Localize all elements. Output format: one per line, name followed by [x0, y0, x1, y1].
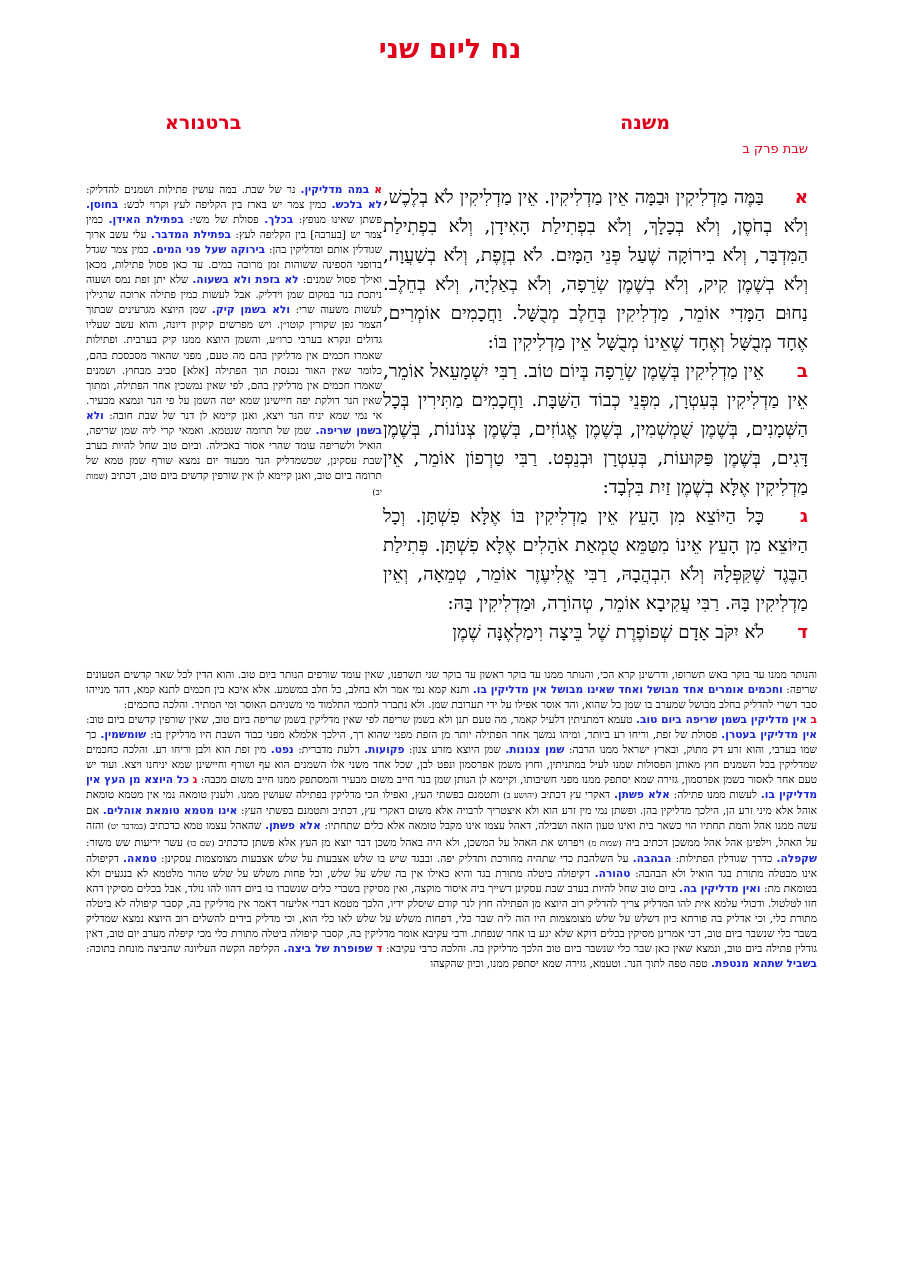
mishnah-paragraph	[383, 183, 808, 357]
commentary-text: שהאהל עצמו טמא כדכתיב	[146, 820, 266, 833]
dibur-hamatchil: ולא בשמן קיק.	[211, 304, 290, 317]
commentary-text: דלעת מדברית:	[293, 744, 365, 757]
dibur-hamatchil: בשביל שתהא מנטפת.	[710, 957, 817, 970]
dibur-hamatchil: פקועות.	[364, 744, 405, 757]
page-title: נח ליום שני	[378, 34, 522, 65]
mishnah-text: כָּל הַיּוֹצֵא מִן הָעֵץ אֵין מַדְלִיקִין בּוֹ אֶלָּא פִשְׁתָּן. וְכָל הַיּוֹצֵא מִן הָעֵץ אֵינוֹ מִטַּמֵּא טֻמְאַת אֹהָלִים אֶלָּא פִשְׁתָּן. פְּתִילַת הַבֶּגֶד שֶׁקִּפְּלָהּ וְלֹא הִבְהֲבָהּ, רַבִּי אֱלִיעֶזֶר אוֹמֵר, טְמֵאָה, וְאֵין מַדְלִיקִין בָּהּ. רַבִּי עֲקִיבָא אוֹמֵר, טְהוֹרָה, וּמַדְלִיקִין בָּהּ:	[383, 506, 808, 614]
verse-reference: (במדבר יט)	[107, 822, 147, 833]
dibur-hamatchil: ואין מדליקין בה.	[679, 882, 761, 895]
dibur-hamatchil: אין מדליקין בעטרן.	[721, 729, 817, 742]
commentary-text: עשר יריעות שש משזר:	[86, 836, 187, 849]
commentary-text: על השלהבת כדי שתהיה מחורכת ותדליק יפה. ובבגד שיש בו שלש אצבעות על שלש אצבעות מצומצמות עסקינן:	[156, 852, 633, 865]
mishnah-column	[383, 183, 808, 669]
commentary-text: והזה על האהל, וילפינן אהל אהל ממשכן דכתיב ביה	[86, 820, 817, 849]
mishnah-number: ב	[796, 361, 808, 382]
bartenura-paragraph	[86, 668, 817, 713]
mishnah-paragraph	[383, 502, 808, 618]
dibur-hamatchil: לא בזפת ולא בשעוה.	[192, 274, 299, 287]
commentary-text: דאקרי עץ דכתיב	[537, 789, 614, 802]
commentary-text: שמן היוצא מזרע צנון:	[404, 744, 506, 757]
mishnah-text: אֵין מַדְלִיקִין בְּשֶׁמֶן שְׂרֵפָה בְּיוֹם טוֹב. רַבִּי יִשְׁמָעֵאל אוֹמֵר, אֵין מַדְלִיקִין בְּעִטְרָן, מִפְּנֵי כְבוֹד הַשַּׁבָּת. וַחֲכָמִים מַתִּירִין בְּכָל הַשְּׁמָנִים, בְּשֶׁמֶן שֻׁמְשְׁמִין, בְּשֶׁמֶן אֱגוֹזִים, בְּשֶׁמֶן צְנוֹנוֹת, בְּשֶׁמֶן דָּגִים, בְּשֶׁמֶן פַּקּוּעוֹת, בְּעִטְרָן וּבְנֵפְט. רַבִּי טַרְפוֹן אוֹמֵר, אֵין מַדְלִיקִין אֶלָּא בְשֶׁמֶן זַיִת בִּלְבָד:	[383, 361, 808, 498]
commentary-text: פסולת של משי:	[183, 214, 265, 227]
dibur-hamatchil: שפופרת של ביצה.	[283, 942, 373, 955]
commentary-text: כדרך שגודלין הפתילות:	[671, 852, 777, 865]
mishnah-paragraph	[383, 357, 808, 502]
verse-reference: (שם כו)	[186, 838, 215, 849]
commentary-text: כמין צמר שגדל בדופני הספינה ששוהות זמן מרובה במים. עד כאן פסול פתילות, מכאן ואילך פסול שמנים:	[86, 244, 382, 287]
verse-reference: (שמות יב)	[86, 471, 382, 498]
dibur-hamatchil: אין מדליקין בשמן שריפה ביום טוב.	[636, 714, 808, 727]
dibur-hamatchil: כל היוצא מן העץ אין מדליקין בו.	[86, 774, 817, 802]
bartenura-heading: ברטנורא	[165, 112, 242, 134]
commentary-text: מין זפת הוא ולבן וריחו רע. והלכה כחכמים שמדליקין בכל השמנים חוץ מאותן הפסולות שמנו לעיל במתניתין, וחוץ משמן אפרסמון ונפט לבן, שכל אחד משני אלו השמנים הוא עף ושורף וחיישינן שמא יניחנו ויצא. ועוד יש טעם אחר לאסור בשמן אפרסמון, גזירה שמא יסתפק ממנו מפני חשיבותו, וקיימא לן הנותן שמן בנר חייב משום מבעיר והמסתפק ממנו חייב משום מכבה:	[86, 744, 817, 787]
commentary-text: כמין צמר יש [בערבה] בין הקליפה לעץ:	[86, 214, 382, 242]
dibur-hamatchil: בירוקה שעל פני המים.	[152, 244, 266, 257]
bartenura-paragraph	[86, 183, 382, 501]
commentary-text: פשתן שאינו מנופץ:	[293, 214, 382, 227]
commentary-number: ד	[376, 942, 383, 955]
dibur-hamatchil: בפתילת המדבר.	[150, 229, 232, 242]
commentary-text: דקיפולה ביטלה מתורת בגד והיא כאילו אין בה שלש על שלש, וכל פחות משלש על שלש טהור מלטמא לא בנגעים ולא בטומאת מת:	[86, 867, 817, 895]
commentary-number: א	[374, 184, 382, 196]
mishnah-number: ג	[799, 506, 808, 527]
mishnah-heading: משנה	[620, 112, 670, 134]
bartenura-paragraph	[86, 713, 817, 972]
commentary-text: שמן של תרומה שנטמא. ואמאי קרי ליה שמן שריפה, הואיל ולשריפה עומד שהרי אסור באכילה. וביום טוב שחל להיות בערב שבת עסקינן, שכשמדליק הנר מבעוד יום נמצא שורף שמן טמא של תרומה ביום טוב, ואנן קיימא לן אין שורפין קדשים ביום טוב, דכתיב	[86, 424, 382, 482]
commentary-text: ותטמנם בפשתי העץ, ואפילו הכי מדליקין בפתילה שעושין ממנו. ולענין טומאה נמי אין מטמא טומאת אוהל אלא מיני זרע הן, הילכך מדליקין בהן. ופשתן נמי מין זרע הוא ולא איצטריך לרבויה אלא משום דאקרי עץ, דכתיב ותטמנם בפשתי העץ:	[86, 789, 817, 818]
dibur-hamatchil: בפתילת האידן.	[108, 214, 184, 227]
dibur-hamatchil: בכלך.	[264, 214, 294, 227]
commentary-text: עלי עשב ארוך שגודלין אותם ומדליקין בהן:	[86, 229, 382, 257]
dibur-hamatchil: שקפלה.	[776, 852, 817, 865]
dibur-hamatchil: אינו מטמא טומאת אוהלים.	[102, 805, 238, 818]
dibur-hamatchil: לא בלכש.	[331, 199, 382, 212]
commentary-text: ויפרוש את האהל על המשכן, ולא היה באהל משכן דבר יוצא מן העץ אלא פשתן כדכתיב	[214, 836, 588, 849]
bartenura-column	[86, 183, 382, 669]
dibur-hamatchil: בחוסן.	[86, 199, 119, 212]
dibur-hamatchil: הבהבה.	[632, 852, 672, 865]
dibur-hamatchil: אלא פשתן.	[613, 789, 670, 802]
commentary-text: פסולת של זפת, וריחו רע ביותר, ומיהו נמשך אחר הפתילה יותר מן הזפת מפני שהוא רך, הילכך אלמלא מפני כבוד השבת היו מדליקין בו:	[146, 729, 722, 742]
commentary-text: טפה טפה לתוך הנר. וטעמא, גזירה שמא יסתפק ממנו, וכיון שהקצהו	[430, 957, 711, 970]
mishnah-paragraph	[383, 618, 808, 647]
mishnah-number: ד	[797, 622, 808, 643]
commentary-text: ותנא קמא נמי אמר ולא בחלב, כל חלב במשמע. אלא איכא בין חכמים לתנא קמא, דהד מנייהו סבר דשרי להדליק בחלב מבושל שמערב בו שמן כל שהוא, והד אוסר אפילו על ידי תערובת שמן. ולא נתברר לחכמי התלמוד מי משניהם האוסר ומי המתיר. והלכה כחכמים:	[86, 684, 817, 712]
dibur-hamatchil: במה מדליקין.	[300, 184, 370, 196]
commentary-text: טעמא דמתניתין דלעיל קאמר, מה טעם תנן ולא בשמן שריפה לפי שאין מדליקין בשמן שריפה ביום טוב, שאין שורפין קדשים ביום טוב:	[86, 714, 637, 727]
commentary-text: והנותר ממנו עד בוקר באש תשרופו, ודרשינן קרא הכי, והנותר ממנו עד בוקר ראשון עד בוקר שני תשרפנו, שאין עומד שורפים הנותר ביום טוב. והוא הדין לכל שאר קדשים הטעונים שריפה:	[86, 669, 817, 697]
commentary-number: ג	[192, 774, 198, 787]
mishnah-text: לֹא יִקֹּב אָדָם שְׁפוֹפֶרֶת שֶׁל בֵּיצָה וִימַלְאֶנָּה שֶׁמֶן	[452, 622, 764, 643]
commentary-text: דקיפולה אינו מבטלה מתורת בגד הואיל ולא הבהבה:	[86, 852, 817, 880]
dibur-hamatchil: ולא בשמן שריפה.	[86, 409, 382, 437]
commentary-text: שלא יתן זפת נמס ושעוה ניתכת בנר במקום שמן ויד‏ליק. אבל לעשות כמין פתילה ארוכה שרגילין לעשות משעוה שרי:	[86, 274, 382, 317]
chapter-label: שבת פרק ב	[742, 142, 808, 157]
verse-reference: (יהושע ב)	[503, 791, 538, 802]
commentary-text: ביום טוב שחל להיות בערב שבת עסקינן דשייך ביה איסור מוקצה, ואין מסיקין בשברי כלים שנשברו בו ביום דהוו להו נולד, אבל בכלים מסיקין דהא חזו לטלטול. ודכולי עלמא אית להו המדליק צריך להדליק רוב היוצא מן הפתילה חוץ לנר קודם שיסלק ידיו, הלכך מטמא דברי אליעזר דאמר אין מדליקין בה, קסבר קיפולה לא ביטלה מתורת כלי, וכי אדליק בה פורתא כיון דשלש על שלש מצומצמות היו הוה ליה שבר כלי, דפחות משלש על שלש לאו כלי הוא, וכי מדליק בידים להשלים רוב היוצא נמצא שמדליק בשבר כלי שנשבר ביום טוב, דכי אמרינן מסיקין בכלים דוקא שלא יגע בו אחר שנפחת. ורבי עקיבא אומר מדליקין בה, קסבר קיפולה ביטלה מתורת כלי מכי קיפלה מערב יום טוב, דאין גודלין פתילה ביום טוב, ונמצא שאין כאן שבר כלי שנשבר ביום טוב הלכך מדליקין בה. והלכה כרבי עקיבא:	[86, 882, 817, 955]
commentary-text: אם עשה ממנו אהל והמת תחתיו הוי כשאר בית ואינו טעון הזאה ושבילה, דאהל עצמו אינו מקבל טומאה אלא כלים שתחתיו:	[86, 805, 817, 833]
dibur-hamatchil: אלא פשתן.	[265, 820, 321, 833]
commentary-text: כמין צמר יש בארז בין הקליפה לעץ וקרוי לכש:	[118, 199, 332, 212]
commentary-text: לעשות ממנו פתילה:	[669, 789, 761, 802]
commentary-text: שמן היוצא מגרעינים שבתוך הצמר גפן שקורין קוטו״ן. ויש מפרשים קיקיון דיונה, והוא עשב שעליו גדולים ונקרא בערבי כרו״ע, והשמן היוצא ממנו קיק בערבית. ופתילות שאמרו חכמים אין מדליקין בהם מה טעם, מפני שהאור מסכסכת בהם, כלומר שאין האור נכנסת תוך הפתילה [אלא] סביב מבחוץ. ושמנים שאמרו חכמים אין מדליקין בהם, לפי שאין נמשכין אחר הפתילה, ומתוך שאין הנר דולקת יפה חיישינן שמא יטה השמן על פי הנר ונמצא מבעיר. אי נמי שמא יניח הנר ויצא, ואנן קיימא לן דנר של שבת חובה:	[86, 304, 382, 422]
verse-reference: (שמות מ)	[588, 838, 622, 849]
mishnah-number: א	[794, 187, 808, 208]
dibur-hamatchil: טמאה.	[123, 852, 157, 865]
bartenura-continuation	[86, 668, 817, 1228]
dibur-hamatchil: שמן צנונות.	[505, 744, 565, 757]
commentary-text: נר של שבת. במה עושין פתילות ושמנים להדליק:	[86, 184, 301, 196]
dibur-hamatchil: שומשמין.	[100, 729, 147, 742]
commentary-text: כך שמו בערבי, והוא זרע דק מתוק, ובארץ ישראל ממנו הרבה:	[86, 729, 817, 757]
dibur-hamatchil: וחכמים אומרים אחד מבושל ואחד שאינו מבושל אין מדליקין בו.	[472, 684, 783, 697]
commentary-number: ב	[810, 714, 817, 727]
dibur-hamatchil: טהורה.	[594, 867, 631, 880]
mishnah-text: בַּמֶּה מַדְלִיקִין וּבַמָּה אֵין מַדְלִיקִין. אֵין מַדְלִיקִין לֹא בְלֶכֶשׁ, וְלֹא בְחֹסֶן, וְלֹא בְכָלָךְ, וְלֹא בִפְתִילַת הָאִידָן, וְלֹא בִפְתִילַת הַמִּדְבָּר, וְלֹא בִירוֹקָה שֶׁעַל פְּנֵי הַמָּיִם. לֹא בְזֶפֶת, וְלֹא בְשַׁעֲוָה, וְלֹא בְשֶׁמֶן קִיק, וְלֹא בְשֶׁמֶן שְׂרֵפָה, וְלֹא בְאַלְיָה, וְלֹא בְחֵלֶב. נַחוּם הַמָּדִי אוֹמֵר, מַדְלִיקִין בְּחֵלֶב מְבֻשָּׁל. וַחֲכָמִים אוֹמְרִים, אֶחָד מְבֻשָּׁל וְאֶחָד שֶׁאֵינוֹ מְבֻשָּׁל אֵין מַדְלִיקִין בּוֹ:	[383, 187, 808, 353]
dibur-hamatchil: נפט.	[270, 744, 294, 757]
commentary-text: הקליפה הקשה העליונה שהביצה מונחת בתוכה:	[86, 942, 284, 955]
